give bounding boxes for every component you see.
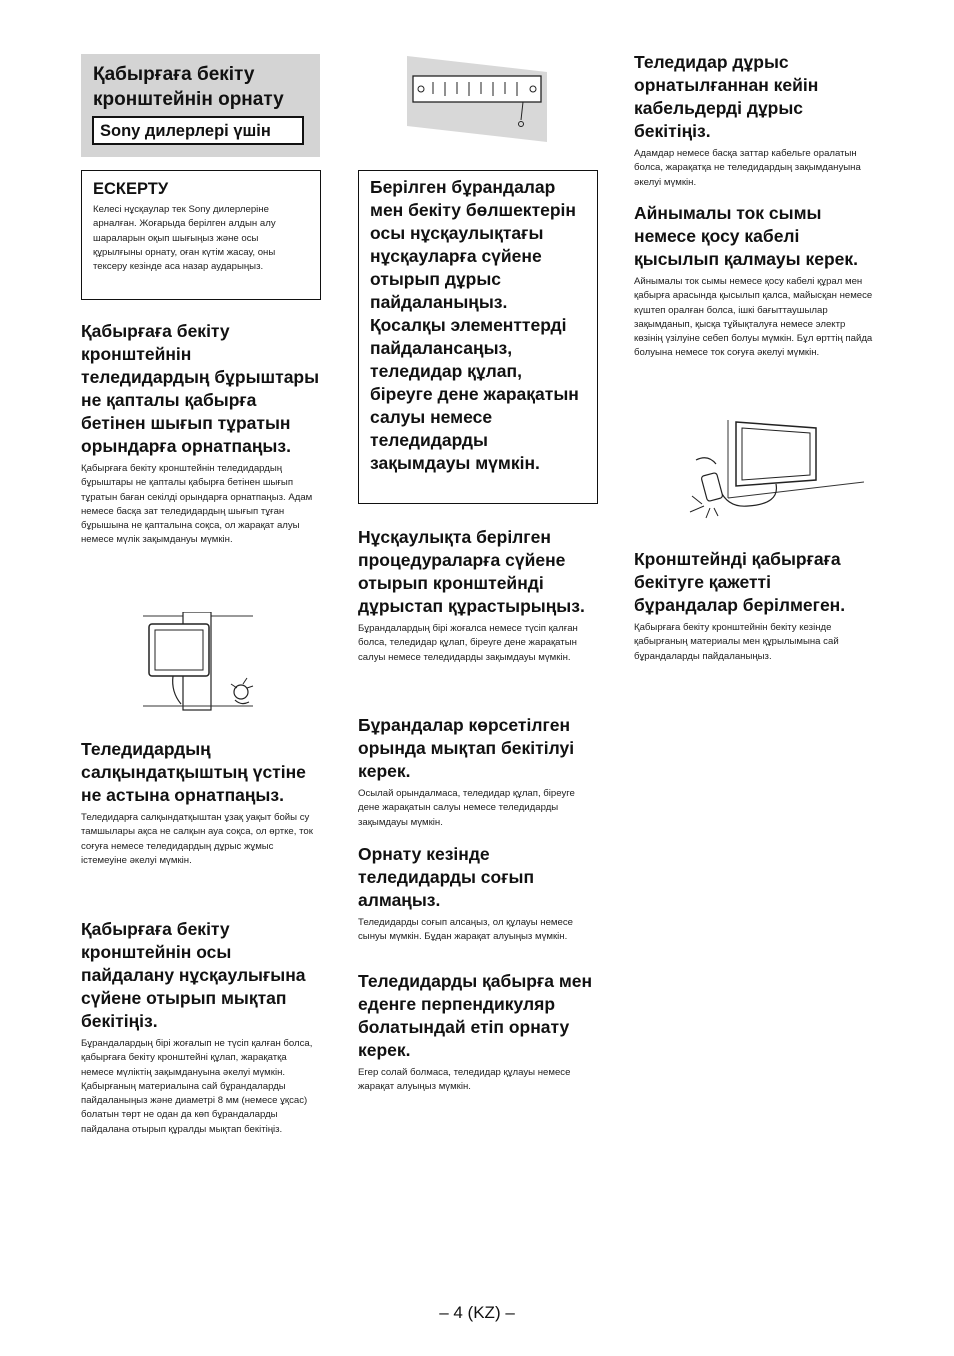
instruction-text: Айнымалы ток сымы немесе қосу кабелі құрал мен қабырға арасында қысылып қалса, майысқан немесе күштеп оралған болса, ішкі бағыттаушылар зақымданып, қысқа тұйықталуға немесе электр көзінің үзілуіне себеп болуы мүмкін. Бұл өрттің пайда болуына немесе ток соғуға әкелуі мүмкін. [634,276,873,359]
page-number: – 4 (KZ) – [439,1303,515,1322]
caution-heading: ЕСКЕРТУ [93,180,169,198]
instruction-block [634,548,874,664]
instruction-heading: Теледидар дұрыс орнатылғаннан кейін кабельдерді дұрыс бекітіңіз. [634,52,819,141]
warning-text: Берілген бұрандалар мен бекіту бөлшектерін осы нұсқаулықтағы нұсқауларға сүйене отырып дұрыс пайдаланыңыз. Қосалқы элементтерді пайдалансаңыз, теледидар құлап, біреуге дене жарақатын салуы немесе теледидарды зақымдауы мүмкін. [370,177,579,473]
instruction-block [358,526,598,665]
instruction-block [81,918,321,1137]
section-title-box [81,54,320,157]
instruction-heading: Қабырғаға бекіту кронштейнін теледидардың бұрыштары не қапталы қабырға бетінен шығып тұратын орындарға орнатпаңыз. [81,321,320,456]
instruction-heading: Теледидарды қабырға мен еденге перпендикуляр болатындай етіп орнату керек. [358,971,593,1060]
instruction-block [81,738,321,868]
instruction-text: Қабырғаға бекіту кронштейнін бекіту кезінде қабырғаның материалы мен құрылымына сай бұрандаларды пайдаланыңыз. [634,622,839,662]
instruction-heading: Қабырғаға бекіту кронштейнін осы пайдалану нұсқаулығына сүйене отырып мықтап бекітіңіз. [81,919,306,1031]
instruction-block [81,320,321,548]
warning-box [358,170,598,504]
instruction-block [358,843,598,945]
instruction-text: Бұрандалардың бірі жоғалса немесе түсіп қалған болса, теледидар құлап, біреуге дене жарақатын салуы немесе теледидарды зақымдауы мүмкін. [358,623,578,663]
instruction-text: Қабырғаға бекіту кронштейнін теледидардың бұрыштары не қапталы қабырға бетінен шығып тұратын баған секілді орындарға орнатпаңыз. Адам немесе басқа зат теледидардың шығып тұған бұрышына не қапталына соқса, ол жарақат алуы немесе мүлік зақымдануы мүмкін. [81,463,313,546]
instruction-heading: Нұсқаулықта берілген процедураларға сүйене отырып кронштейнді дұрыстап құрастырыңыз. [358,527,585,616]
instruction-heading: Бұрандалар көрсетілген орында мықтап бекітілуі керек. [358,715,575,781]
instruction-text: Бұрандалардың бірі жоғалып не түсіп қалған болса, қабырғаға бекіту кронштейні құлап, жарақатқа немесе мүліктің зақымдануына әкелуі мүмкін. Қабырғаның материалына сай бұрандаларды пайдаланыңыз және диаметрі 8 мм (немесе ұқсас) болатын төрт не одан да көп бұрандаларды пайдалана отырып құралды мықтап бекітіңіз. [81,1038,313,1135]
instruction-heading: Айнымалы ток сымы немесе қосу кабелі қысылып қалмауы керек. [634,203,859,269]
instruction-block [358,714,598,830]
wall-bracket-illustration [405,54,549,144]
instruction-heading: Теледидардың салқындатқыштың үстіне не астына орнатпаңыз. [81,739,306,805]
instruction-text: Адамдар немесе басқа заттар кабельге оралатын болса, жарақатқа не теледидардың зақымдануына әкелуі мүмкін. [634,148,861,188]
tv-column-corner-illustration [143,612,261,712]
instruction-text: Егер солай болмаса, теледидар құлауы немесе жарақат алуыңыз мүмкін. [358,1067,571,1093]
instruction-heading: Орнату кезінде теледидарды соғып алмаңыз. [358,844,535,910]
instruction-text: Теледидарды соғып алсаңыз, ол құлауы немесе сынуы мүмкін. Бұдан жарақат алуыңыз мүмкін. [358,917,573,943]
instruction-heading: Кронштейнді қабырғаға бекітуге қажетті бұрандалар берілмеген. [634,549,846,615]
instruction-block [634,51,874,190]
caution-text: Келесі нұсқаулар тек Sony дилерлеріне арналған. Жоғарыда берілген алдын алу шараларын оқып шығыңыз және осы құрылғыны орнату, оған күтім жасау, оны тексеру кезінде аса назар аударыңыз. [93,204,276,273]
caution-box [81,170,321,300]
instruction-block [358,970,598,1095]
instruction-text: Осылай орындалмаса, теледидар құлап, біреуге дене жарақатын салуы немесе теледидарды зақымдауы мүмкін. [358,788,575,828]
pinched-cable-illustration [688,420,864,522]
section-title: Қабырғаға бекіту кронштейнін орнату [93,64,284,110]
instruction-block [634,202,874,361]
instruction-text: Теледидарға салқындатқыштан ұзақ уақыт бойы су тамшылары ақса не салқын ауа соқса, ол өртке, ток соғуға немесе теледидардың дұрыс жұмыс істемеуіне әкелуі мүмкін. [81,812,313,866]
section-subtitle: Sony дилерлері үшін [92,116,304,145]
